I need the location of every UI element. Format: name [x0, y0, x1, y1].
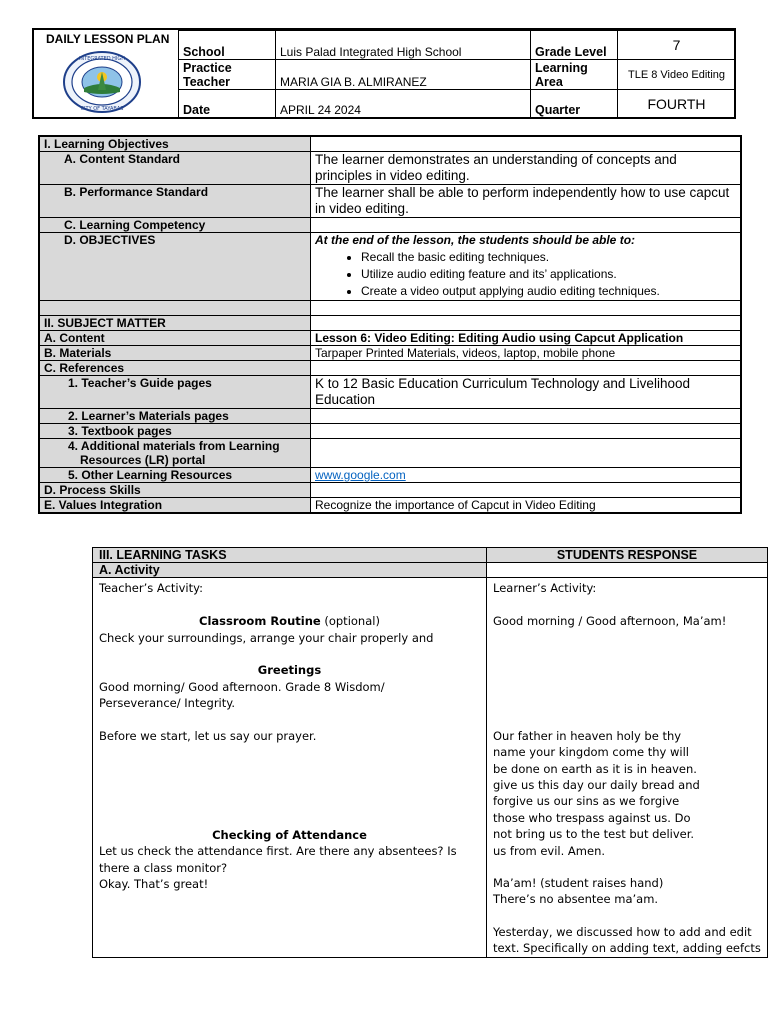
empty-cell [311, 316, 742, 331]
logo-area [34, 30, 179, 117]
prayer-line: not bring us to the test but deliver. [493, 827, 695, 842]
svg-text:CITY OF TAYABAS: CITY OF TAYABAS [80, 106, 124, 112]
other-resources-value [311, 468, 742, 483]
review-line-2: text. Specifically on adding text, adding eefcts [493, 941, 761, 956]
svg-text:INTEGRATED HIGH: INTEGRATED HIGH [78, 56, 126, 62]
empty-cell [311, 361, 742, 376]
learning-objectives-heading: I. Learning Objectives [39, 136, 311, 152]
empty-cell [311, 218, 742, 233]
routine-title: Classroom Routine [199, 614, 321, 629]
empty-cell [311, 439, 742, 468]
content-standard-value: The learner demonstrates an understanding of concepts and principles in video editing. [311, 152, 742, 185]
content-label: A. Content [39, 331, 311, 346]
date-label: Date [179, 90, 276, 118]
lr-portal-label-line1: 4. Additional materials from Learning [68, 439, 280, 453]
objective-item: • Create a video output applying audio editing techniques. [361, 283, 736, 300]
learning-tasks-table [92, 547, 768, 958]
teachers-guide-value: K to 12 Basic Education Curriculum Technology and Livelihood Education [311, 376, 742, 409]
learners-materials-label: 2. Learner’s Materials pages [39, 409, 311, 424]
performance-standard-value: The learner shall be able to perform independently how to use capcut in video editing. [311, 185, 742, 218]
lr-portal-label [39, 439, 311, 468]
values-integration-label: E. Values Integration [39, 498, 311, 514]
teacher-label [179, 60, 276, 90]
learner-greeting: Good morning / Good afternoon, Ma’am! [493, 614, 727, 629]
objective-item: • Recall the basic editing techniques. [361, 249, 736, 266]
lr-portal-label-line2: Resources (LR) portal [80, 453, 206, 467]
date-value: APRIL 24 2024 [276, 90, 531, 118]
teacher-activity-cell [93, 578, 487, 958]
empty-cell [487, 563, 768, 578]
teacher-activity-label: Teacher’s Activity: [99, 581, 203, 595]
prayer-line: us from evil. Amen. [493, 843, 606, 858]
learner-activity-label: Learner’s Activity: [493, 581, 597, 595]
learner-attendance-1: Ma’am! (student raises hand) [493, 876, 664, 891]
objectives-value [311, 233, 742, 301]
empty-cell [311, 301, 742, 316]
empty-cell [311, 424, 742, 439]
objectives-list [315, 249, 736, 300]
review-line-1: Yesterday, we discussed how to add and edit [493, 924, 752, 939]
google-link[interactable]: www.google.com [315, 468, 406, 482]
lesson-plan-header [32, 28, 736, 119]
empty-cell [311, 136, 742, 152]
empty-cell [311, 483, 742, 498]
teachers-guide-label: 1. Teacher’s Guide pages [39, 376, 311, 409]
greetings-title: Greetings [257, 663, 322, 678]
empty-cell [311, 409, 742, 424]
prayer-line: be done on earth as it is in heaven. [493, 761, 697, 776]
greetings-text-1: Good morning/ Good afternoon. Grade 8 Wisdom/ [99, 679, 385, 694]
objectives-label: D. OBJECTIVES [39, 233, 311, 301]
subject-matter-heading: II. SUBJECT MATTER [39, 316, 311, 331]
routine-optional: (optional) [320, 614, 380, 629]
activity-label: A. Activity [93, 563, 487, 578]
learner-attendance-2: There’s no absentee ma’am. [493, 892, 659, 907]
learning-area-label: Learning Area [531, 60, 618, 90]
quarter-value: FOURTH [618, 90, 736, 118]
prayer-text: Before we start, let us say our prayer. [99, 729, 317, 744]
plan-title: DAILY LESSON PLAN [46, 32, 170, 46]
learner-activity-cell [487, 578, 768, 958]
references-label: C. References [39, 361, 311, 376]
values-integration-value: Recognize the importance of Capcut in Video Editing [311, 498, 742, 514]
greetings-text-2: Perseverance/ Integrity. [99, 696, 236, 711]
quarter-label: Quarter [531, 90, 618, 118]
grade-value: 7 [618, 31, 736, 60]
learning-area-value: TLE 8 Video Editing [618, 60, 736, 90]
prayer-line: forgive us our sins as we forgive [493, 794, 680, 809]
content-value: Lesson 6: Video Editing: Editing Audio using Capcut Application [311, 331, 742, 346]
classroom-routine-title [99, 613, 480, 629]
content-standard-label: A. Content Standard [39, 152, 311, 185]
other-resources-label: 5. Other Learning Resources [39, 468, 311, 483]
performance-standard-label: B. Performance Standard [39, 185, 311, 218]
attendance-text-1: Let us check the attendance first. Are there any absentees? Is [99, 844, 457, 859]
routine-text: Check your surroundings, arrange your chair properly and [99, 630, 434, 645]
objective-item: • Utilize audio editing feature and its’ applications. [361, 266, 736, 283]
students-response-heading: STUDENTS RESPONSE [487, 548, 768, 563]
school-seal-logo [62, 50, 142, 114]
school-label: School [179, 31, 276, 60]
grade-label: Grade Level [531, 31, 618, 60]
materials-value: Tarpaper Printed Materials, videos, laptop, mobile phone [311, 346, 742, 361]
materials-label: B. Materials [39, 346, 311, 361]
header-info-table [178, 30, 736, 118]
learning-tasks-heading: III. LEARNING TASKS [93, 548, 487, 563]
prayer-line: name your kingdom come thy will [493, 745, 689, 760]
process-skills-label: D. Process Skills [39, 483, 311, 498]
attendance-text-3: Okay. That’s great! [99, 877, 209, 892]
teacher-label-line1: Practice [183, 61, 232, 75]
teacher-label-line2: Teacher [183, 75, 231, 89]
attendance-title: Checking of Attendance [212, 827, 367, 842]
attendance-text-2: there a class monitor? [99, 860, 228, 875]
objectives-intro: At the end of the lesson, the students should be able to: [315, 233, 636, 247]
learning-competency-label: C. Learning Competency [39, 218, 311, 233]
textbook-pages-label: 3. Textbook pages [39, 424, 311, 439]
prayer-line: Our father in heaven holy be thy [493, 728, 682, 743]
school-value: Luis Palad Integrated High School [276, 31, 531, 60]
prayer-line: give us this day our daily bread and [493, 778, 700, 793]
empty-cell [39, 301, 311, 316]
prayer-line: those who trespass against us. Do [493, 810, 691, 825]
teacher-value: MARIA GIA B. ALMIRANEZ [276, 60, 531, 90]
objectives-subject-table [38, 135, 742, 514]
